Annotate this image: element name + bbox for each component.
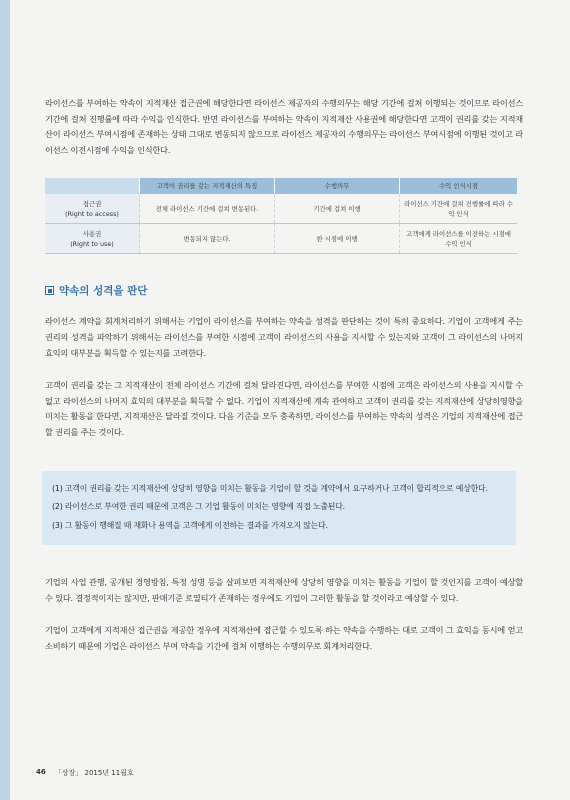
criteria-item: (3) 그 활동이 행해질 때 재화나 용역을 고객에게 이전하는 결과를 가져오지 않는다.	[52, 520, 328, 530]
table-header-feature: 고객이 권리를 갖는 지적재산의 특징	[140, 178, 275, 194]
cell-feature: 변동되지 않는다.	[140, 224, 275, 254]
row-head-name: 사용권	[82, 229, 102, 238]
publication-name: 「상장」 2015년 11월호	[54, 769, 134, 777]
row-head-name: 접근권	[82, 199, 102, 208]
page-content	[45, 96, 523, 654]
table-header-obligation: 수행의무	[275, 178, 400, 194]
table-header-row	[45, 178, 517, 194]
criteria-item: (1) 고객이 권리를 갖는 지적재산에 상당히 영향을 미치는 활동을 기업이 할 것을 계약에서 요구하거나 고객이 합리적으로 예상한다.	[52, 483, 488, 493]
page-footer	[36, 768, 134, 778]
criteria-item: (2) 라이선스로 부여한 권리 때문에 고객은 그 기업 활동이 미치는 영향에 직접 노출된다.	[52, 502, 345, 512]
table-row	[45, 224, 517, 254]
table-header-blank	[45, 178, 140, 194]
body-paragraph: 고객이 권리를 갖는 그 지적재산이 전체 라이선스 기간에 걸쳐 달라진다면, 라이선스를 부여한 시점에 고객은 라이선스의 사용을 지시할 수 없고 라이선스의 나머지 효익의 대부분을 획득할 수 없다. 기업이 지적재산에 계속 관여하고 고객이 권리를 갖는 지적재산에 상당히영향을 미치는 활동을 한다면, 지적재산은 달라질 것이다. 다음 기준을 모두 충족하면, 라이선스를 부여하는 약속의 성격은 기업의 지적재산에 접근할 권리를 주는 것이다.	[45, 380, 523, 437]
row-head-english: (Right to access)	[65, 209, 119, 218]
table-header-timing: 수익 인식시점	[400, 178, 518, 194]
body-paragraph: 기업의 사업 관행, 공개된 경영방침, 특정 성명 등을 살펴보면 지적재산에 상당히 영향을 미치는 활동을 기업이 할 것인지를 고객이 예상할 수 있다. 결정적이지는 않지만, 판매기준 로열티가 존재하는 경우에도 기업이 그러한 활동을 할 것이라고 예상할 수 있다.	[45, 577, 523, 603]
page-edge-bar	[0, 0, 10, 800]
section-heading	[45, 283, 523, 298]
license-table	[45, 178, 517, 254]
table-row	[45, 194, 517, 224]
body-paragraph: 라이선스 계약을 회계처리하기 위해서는 기업이 라이선스를 부여하는 약속을 성격을 판단하는 것이 특히 중요하다. 기업이 고객에게 주는 권리의 성격을 파악하기 위해서는 라이선스를 부여한 시점에 고객이 라이선스의 사용을 지시할 수 있는지와 고객이 그 라이선스의 나머지 효익의 대부분을 획득할 수 있는지를 고려한다.	[45, 316, 523, 358]
cell-timing: 라이선스 기간에 걸쳐 진행률에 따라 수익 인식	[400, 194, 518, 224]
cell-feature: 전체 라이선스 기간에 걸쳐 변동된다.	[140, 194, 275, 224]
body-paragraph: 기업이 고객에게 지적재산 접근권을 제공한 경우에 지적재산에 접근할 수 있도록 하는 약속을 수행하는 대로 고객이 그 효익을 동시에 얻고 소비하기 때문에 기업은 라이선스 부여 약속을 기간에 걸쳐 이행하는 수행의무로 회계처리한다.	[45, 625, 523, 651]
square-bullet-icon	[45, 286, 54, 295]
criteria-box	[42, 471, 516, 546]
cell-obligation: 한 시점에 이행	[275, 224, 400, 254]
intro-paragraph: 라이선스를 부여하는 약속이 지적재산 접근권에 해당한다면 라이선스 제공자의 수행의무는 해당 기간에 걸쳐 이행되는 것이므로 라이선스 기간에 걸쳐 진행률에 따라 수익을 인식한다. 반면 라이선스를 부여하는 약속이 지적재산 사용권에 해당한다면 고객이 권리를 갖는 지적재산이 라이선스 부여시점에 존재하는 상태 그대로 변동되지 않으므로 라이선스 제공자의 수행의무는 라이선스 부여시점에 이행된 것이고 라이선스 이전시점에 수익을 인식한다.	[45, 98, 523, 155]
page-number: 46	[36, 768, 46, 776]
row-head	[45, 224, 140, 254]
row-head	[45, 194, 140, 224]
cell-obligation: 기간에 걸쳐 이행	[275, 194, 400, 224]
section-title: 약속의 성격을 판단	[59, 285, 148, 298]
row-head-english: (Right to use)	[70, 239, 114, 248]
cell-timing: 고객에게 라이선스를 이전하는 시점에 수익 인식	[400, 224, 518, 254]
